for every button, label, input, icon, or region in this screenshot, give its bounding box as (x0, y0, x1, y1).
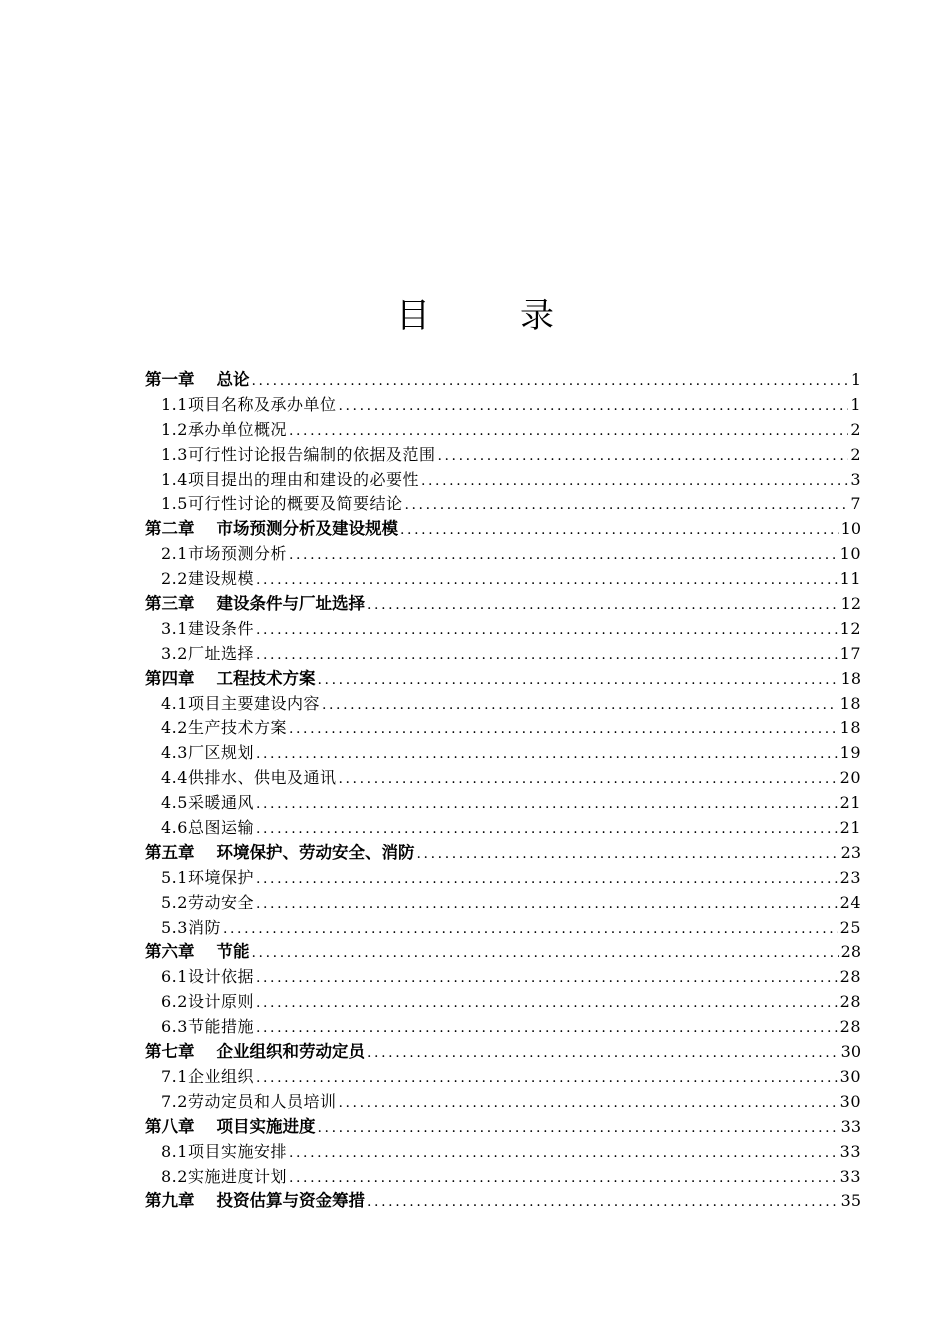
toc-section-entry[interactable] (145, 1065, 861, 1090)
toc-page-number: 2 (850, 419, 861, 439)
toc-entry-label (161, 1090, 336, 1115)
toc-entry-text: 1.2承办单位概况 (161, 419, 287, 439)
toc-section-entry[interactable] (145, 716, 861, 741)
toc-page-number: 28 (839, 1017, 861, 1037)
toc-entry-text: 企业组织和劳动定员 (216, 1042, 365, 1062)
toc-entry-label (161, 617, 254, 642)
toc-entry-label (161, 692, 320, 717)
toc-entry-text: 4.6总图运输 (161, 818, 254, 838)
toc-section-entry[interactable] (145, 791, 861, 816)
toc-entry-text: 4.3厂区规划 (161, 743, 254, 763)
toc-page-number: 18 (840, 668, 861, 688)
toc-page-number: 10 (840, 519, 861, 539)
toc-page-number: 30 (839, 1091, 861, 1111)
toc-entry-label (161, 393, 336, 418)
toc-section-entry[interactable] (145, 642, 861, 667)
toc-entry-label (161, 492, 402, 517)
dot-leader (256, 966, 838, 991)
toc-page-number: 30 (839, 1066, 861, 1086)
toc-page-number: 21 (839, 818, 861, 838)
toc-entry-text: 1.1项目名称及承办单位 (161, 394, 337, 414)
toc-entry-label (161, 1140, 287, 1165)
toc-entry-label (161, 443, 435, 468)
toc-section-entry[interactable] (145, 542, 861, 567)
dot-leader (318, 668, 839, 693)
toc-page-number: 33 (840, 1116, 861, 1136)
dot-leader (223, 917, 838, 942)
toc-entry-label (145, 940, 250, 965)
toc-page-number: 1 (850, 394, 861, 414)
toc-chapter-entry[interactable] (145, 667, 861, 692)
toc-section-entry[interactable] (145, 1090, 861, 1115)
dot-leader (289, 717, 838, 742)
toc-page-number: 23 (839, 867, 861, 887)
toc-entry-text: 市场预测分析及建设规模 (216, 519, 398, 539)
toc-page-number: 35 (840, 1191, 861, 1211)
toc-chapter-number: 第九章 (145, 1191, 195, 1211)
toc-entry-text: 建设条件与厂址选择 (216, 594, 365, 614)
toc-page-number: 2 (850, 444, 861, 464)
toc-entry-label (161, 716, 287, 741)
toc-chapter-entry[interactable] (145, 592, 861, 617)
toc-page-number: 33 (839, 1141, 861, 1161)
toc-chapter-number: 第四章 (145, 668, 195, 688)
toc-entry-text: 4.2生产技术方案 (161, 718, 287, 738)
dot-leader (256, 817, 838, 842)
toc-entry-label (145, 1115, 316, 1140)
toc-entry-label (145, 517, 398, 542)
dot-leader (338, 394, 848, 419)
dot-leader (338, 767, 837, 792)
toc-section-entry[interactable] (145, 1165, 861, 1190)
toc-page-number: 33 (839, 1166, 861, 1186)
toc-page-number: 11 (839, 569, 861, 589)
toc-entry-text: 4.5采暖通风 (161, 793, 254, 813)
toc-page-number: 30 (840, 1042, 861, 1062)
toc-page-number: 28 (839, 992, 861, 1012)
toc-page-number: 12 (840, 594, 861, 614)
dot-leader (256, 991, 838, 1016)
toc-entry-label (161, 816, 254, 841)
toc-entry-label (161, 642, 254, 667)
toc-page-number: 7 (850, 494, 861, 514)
toc-entry-label (161, 990, 254, 1015)
toc-page-number: 24 (839, 892, 861, 912)
toc-entry-text: 节能 (216, 942, 250, 962)
dot-leader (367, 1190, 839, 1215)
toc-entry-text: 总论 (216, 370, 250, 389)
toc-chapter-number: 第二章 (145, 519, 195, 539)
toc-entry-label (145, 368, 250, 393)
toc-page-number: 18 (839, 693, 861, 713)
table-of-contents (145, 368, 861, 1214)
toc-chapter-entry[interactable] (145, 1189, 861, 1214)
toc-entry-label (161, 1015, 254, 1040)
toc-page-number: 25 (839, 917, 861, 937)
dot-leader (417, 842, 839, 867)
toc-entry-text: 1.4项目提出的理由和建设的必要性 (161, 469, 419, 489)
toc-entry-text: 工程技术方案 (216, 668, 316, 688)
toc-section-entry[interactable] (145, 816, 861, 841)
toc-entry-text: 7.2劳动定员和人员培训 (161, 1091, 337, 1111)
toc-chapter-entry[interactable] (145, 368, 861, 393)
toc-entry-text: 7.1企业组织 (161, 1066, 254, 1086)
toc-entry-label (161, 741, 254, 766)
toc-chapter-number: 第八章 (145, 1116, 195, 1136)
toc-entry-label (161, 567, 254, 592)
toc-entry-label (145, 1189, 365, 1214)
toc-section-entry[interactable] (145, 1015, 861, 1040)
toc-entry-label (145, 667, 316, 692)
dot-leader (322, 693, 838, 718)
toc-page-number: 20 (839, 768, 861, 788)
dot-leader (256, 867, 838, 892)
dot-leader (289, 543, 838, 568)
toc-chapter-entry[interactable] (145, 940, 861, 965)
toc-entry-label (161, 916, 221, 941)
toc-entry-text: 5.3消防 (161, 917, 221, 937)
dot-leader (400, 518, 839, 543)
toc-page-number: 10 (839, 544, 861, 564)
toc-page-number: 18 (839, 718, 861, 738)
dot-leader (256, 1066, 838, 1091)
toc-chapter-number: 第六章 (145, 942, 195, 962)
toc-page-number: 21 (839, 793, 861, 813)
dot-leader (338, 1091, 837, 1116)
toc-section-entry[interactable] (145, 468, 861, 493)
toc-entry-label (161, 1165, 287, 1190)
dot-leader (256, 742, 838, 767)
toc-page-number: 28 (839, 967, 861, 987)
dot-leader (252, 941, 839, 966)
toc-entry-label (145, 841, 415, 866)
dot-leader (318, 1116, 839, 1141)
toc-section-entry[interactable] (145, 766, 861, 791)
toc-entry-text: 4.1项目主要建设内容 (161, 693, 320, 713)
toc-page-number: 19 (839, 743, 861, 763)
toc-section-entry[interactable] (145, 990, 861, 1015)
toc-page-number: 12 (839, 618, 861, 638)
page-title: 目 录 (396, 295, 582, 336)
toc-entry-label (161, 542, 287, 567)
toc-entry-text: 3.2厂址选择 (161, 643, 254, 663)
dot-leader (404, 493, 848, 518)
toc-entry-text: 6.3节能措施 (161, 1017, 254, 1037)
toc-section-entry[interactable] (145, 741, 861, 766)
toc-entry-text: 投资估算与资金筹措 (216, 1191, 365, 1211)
toc-entry-text: 4.4供排水、供电及通讯 (161, 768, 337, 788)
dot-leader (367, 593, 839, 618)
dot-leader (256, 792, 838, 817)
toc-chapter-entry[interactable] (145, 517, 861, 542)
toc-entry-label (161, 418, 287, 443)
toc-section-entry[interactable] (145, 492, 861, 517)
toc-entry-text: 8.2实施进度计划 (161, 1166, 287, 1186)
toc-chapter-entry[interactable] (145, 1115, 861, 1140)
dot-leader (252, 369, 849, 394)
toc-section-entry[interactable] (145, 418, 861, 443)
toc-entry-label (145, 1040, 365, 1065)
toc-section-entry[interactable] (145, 891, 861, 916)
dot-leader (421, 469, 848, 494)
toc-entry-label (161, 1065, 254, 1090)
toc-entry-text: 1.5可行性讨论的概要及简要结论 (161, 494, 403, 514)
dot-leader (256, 568, 838, 593)
toc-entry-text: 6.2设计原则 (161, 992, 254, 1012)
toc-page-number: 1 (850, 370, 861, 389)
toc-page-number: 3 (850, 469, 861, 489)
toc-chapter-number: 第三章 (145, 594, 195, 614)
toc-entry-label (161, 766, 336, 791)
toc-section-entry[interactable] (145, 965, 861, 990)
toc-section-entry[interactable] (145, 567, 861, 592)
toc-entry-text: 2.1市场预测分析 (161, 544, 287, 564)
toc-entry-label (161, 965, 254, 990)
toc-entry-label (161, 791, 254, 816)
toc-entry-label (161, 891, 254, 916)
toc-section-entry[interactable] (145, 692, 861, 717)
toc-chapter-number: 第七章 (145, 1042, 195, 1062)
toc-page-number: 23 (840, 842, 861, 862)
toc-page-number: 28 (840, 942, 861, 962)
toc-entry-text: 8.1项目实施安排 (161, 1141, 287, 1161)
dot-leader (289, 1166, 838, 1191)
toc-section-entry[interactable] (145, 443, 861, 468)
toc-entry-label (145, 592, 365, 617)
dot-leader (367, 1041, 839, 1066)
toc-entry-text: 3.1建设条件 (161, 618, 254, 638)
dot-leader (256, 1016, 838, 1041)
toc-entry-text: 5.1环境保护 (161, 867, 254, 887)
toc-chapter-entry[interactable] (145, 841, 861, 866)
dot-leader (289, 1141, 838, 1166)
toc-entry-text: 项目实施进度 (216, 1116, 316, 1136)
toc-entry-label (161, 468, 419, 493)
toc-chapter-number: 第一章 (145, 370, 195, 389)
toc-entry-label (161, 866, 254, 891)
toc-section-entry[interactable] (145, 916, 861, 941)
toc-section-entry[interactable] (145, 393, 861, 418)
toc-chapter-number: 第五章 (145, 842, 195, 862)
dot-leader (256, 618, 838, 643)
toc-page-number: 17 (839, 643, 861, 663)
dot-leader (289, 419, 848, 444)
toc-chapter-entry[interactable] (145, 1040, 861, 1065)
dot-leader (256, 643, 838, 668)
toc-entry-text: 5.2劳动安全 (161, 892, 254, 912)
toc-entry-text: 环境保护、劳动安全、消防 (216, 842, 415, 862)
toc-section-entry[interactable] (145, 617, 861, 642)
toc-entry-text: 2.2建设规模 (161, 569, 254, 589)
dot-leader (256, 892, 838, 917)
dot-leader (437, 444, 848, 469)
toc-entry-text: 6.1设计依据 (161, 967, 254, 987)
toc-section-entry[interactable] (145, 866, 861, 891)
toc-entry-text: 1.3可行性讨论报告编制的依据及范围 (161, 444, 436, 464)
toc-section-entry[interactable] (145, 1140, 861, 1165)
